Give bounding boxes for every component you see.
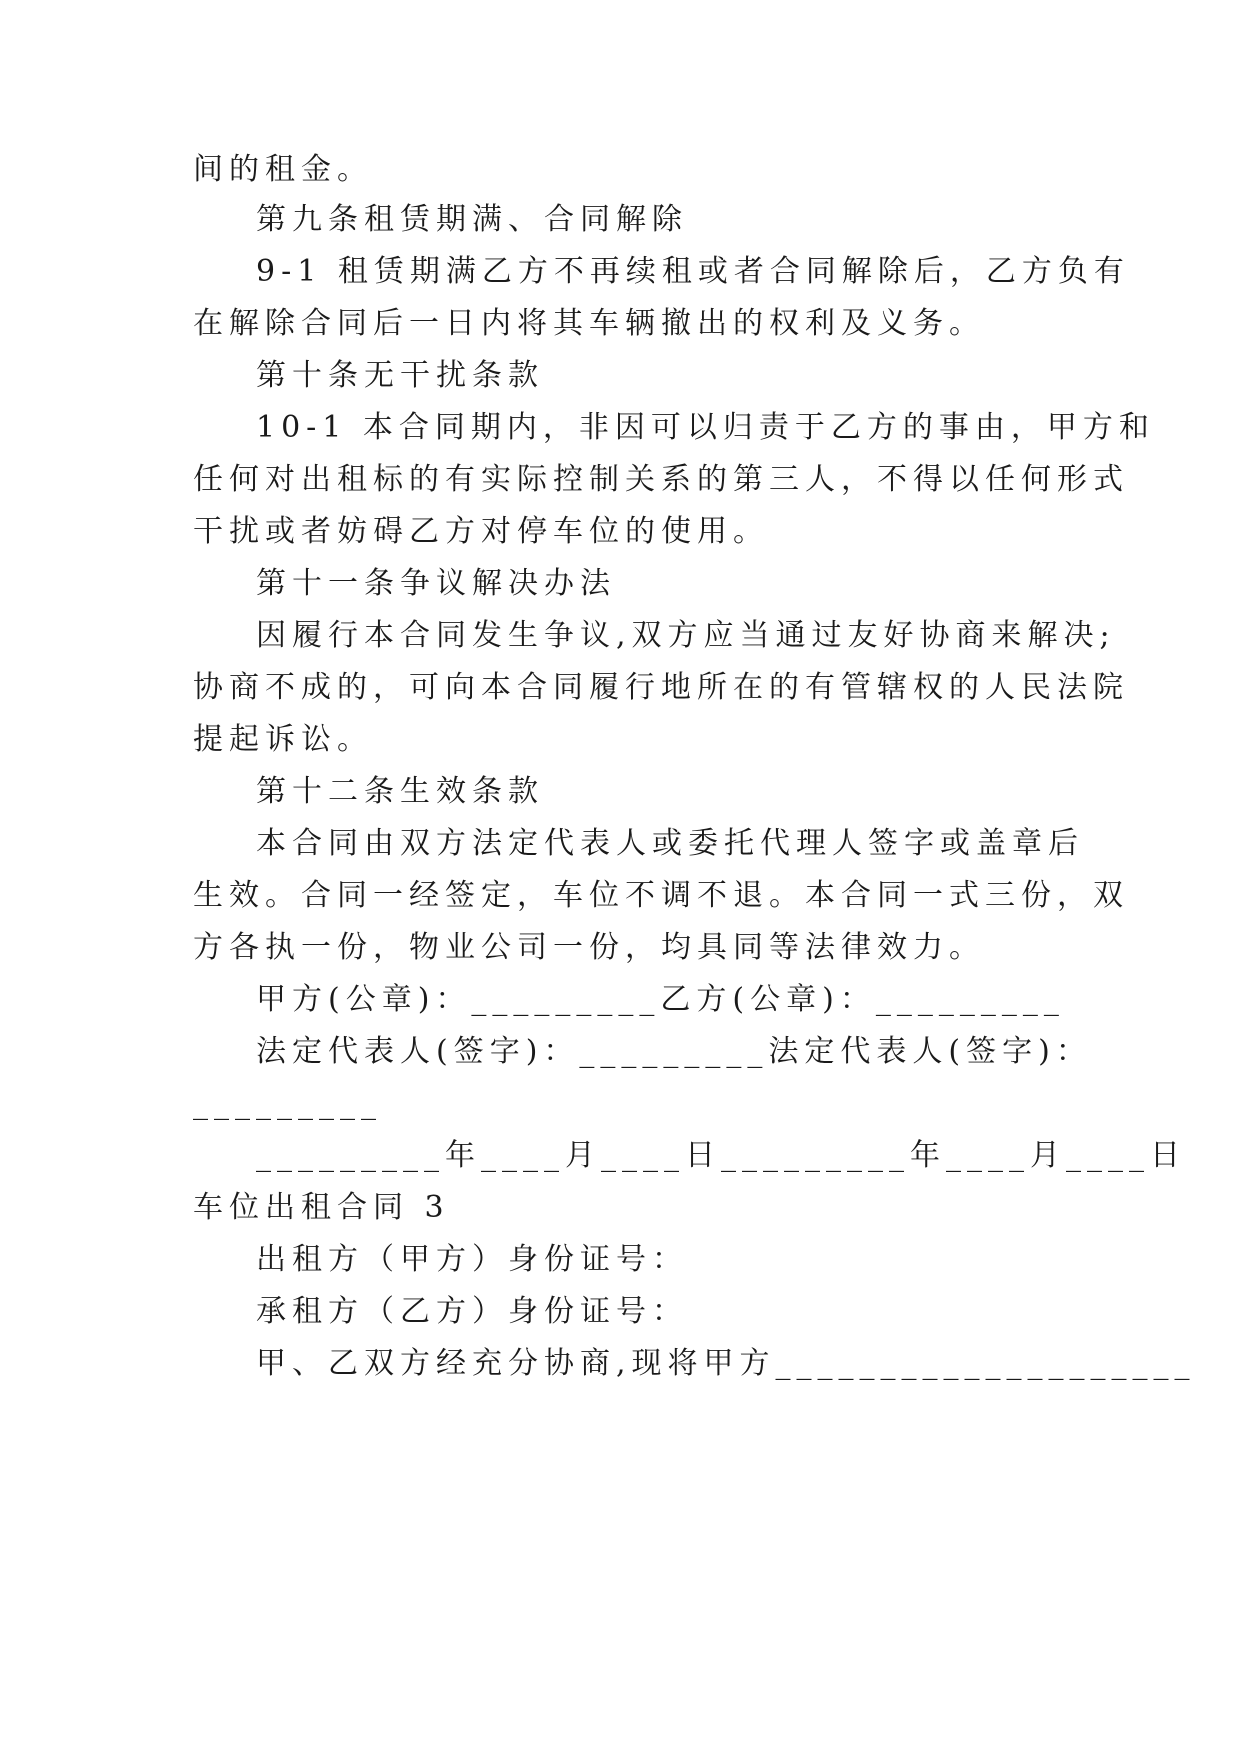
signature-seal-line: 甲方(公章)：_________乙方(公章)：_________ xyxy=(256,982,1065,1017)
article-12-heading: 第十二条生效条款 xyxy=(256,774,544,809)
contract-3-title: 车位出租合同 3 xyxy=(193,1190,450,1225)
text-line-16: 方各执一份，物业公司一份，均具同等法律效力。 xyxy=(193,930,985,965)
text-line-12: 提起诉讼。 xyxy=(193,722,373,757)
article-9-heading: 第九条租赁期满、合同解除 xyxy=(256,202,688,237)
text-line-10: 因履行本合同发生争议,双方应当通过友好协商来解决; xyxy=(256,618,1116,653)
text-line-4: 在解除合同后一日内将其车辆撤出的权利及义务。 xyxy=(193,306,985,341)
text-line-7: 任何对出租标的有实际控制关系的第三人，不得以任何形式 xyxy=(193,462,1129,497)
lessor-id-line: 出租方（甲方）身份证号： xyxy=(256,1242,688,1277)
text-line-11: 协商不成的，可向本合同履行地所在的有管辖权的人民法院 xyxy=(193,670,1129,705)
text-line-24: 甲、乙双方经充分协商,现将甲方____________________ xyxy=(256,1346,1196,1381)
article-10-heading: 第十条无干扰条款 xyxy=(256,358,544,393)
lessee-id-line: 承租方（乙方）身份证号： xyxy=(256,1294,688,1329)
text-line-15: 生效。合同一经签定，车位不调不退。本合同一式三份，双 xyxy=(193,878,1129,913)
date-line: _________年____月____日_________年____月____日 xyxy=(256,1138,1186,1173)
signature-blank-line: _________ xyxy=(193,1086,382,1121)
text-line-1: 间的租金。 xyxy=(193,152,373,187)
text-line-6: 10-1 本合同期内，非因可以归责于乙方的事由，甲方和 xyxy=(256,410,1155,445)
article-11-heading: 第十一条争议解决办法 xyxy=(256,566,616,601)
text-line-3: 9-1 租赁期满乙方不再续租或者合同解除后，乙方负有 xyxy=(256,254,1130,289)
signature-representative-line: 法定代表人(签字)：_________法定代表人(签字)： xyxy=(256,1034,1092,1069)
text-line-14: 本合同由双方法定代表人或委托代理人签字或盖章后 xyxy=(256,826,1084,861)
text-line-8: 干扰或者妨碍乙方对停车位的使用。 xyxy=(193,514,769,549)
